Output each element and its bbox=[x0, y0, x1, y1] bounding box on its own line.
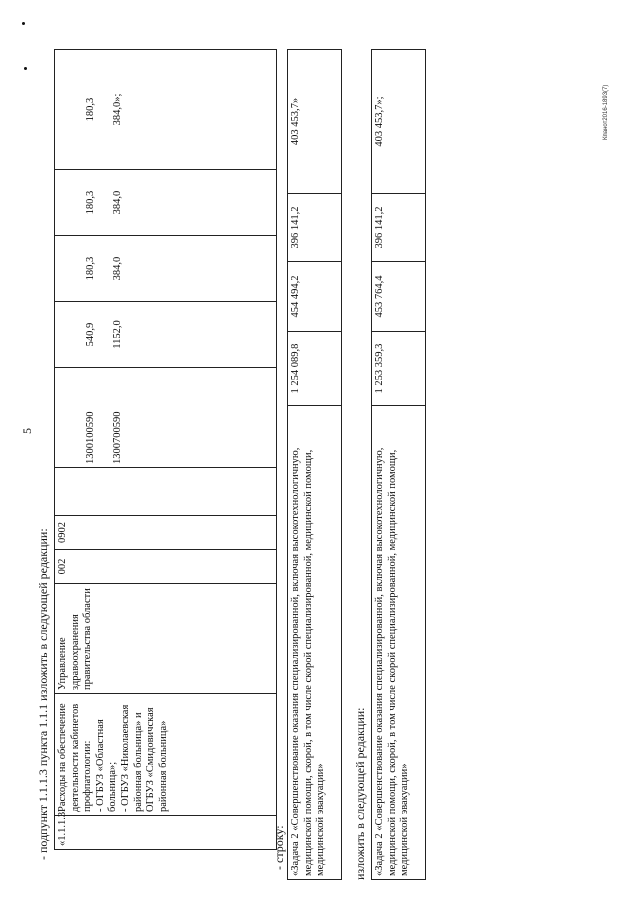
year1-value-2: 384,0 bbox=[111, 256, 123, 281]
year3-value-1: 180,3 bbox=[85, 97, 96, 122]
row-csr bbox=[55, 368, 277, 468]
total-value-1: 540,9 bbox=[85, 322, 96, 347]
task-old-year2: 396 141,2 bbox=[288, 194, 342, 262]
scan-dot bbox=[22, 22, 25, 25]
task-new-text: «Задача 2 «Совершенствование оказания специализированной, включая высокотехнологичную, медицинской помощи, скорой, в том числе скорой специализированной, медицинской помощи, медицинской эвакуации» bbox=[372, 406, 426, 880]
rotated-page bbox=[20, 40, 600, 880]
row-total bbox=[55, 302, 277, 368]
amendment-heading: - подпункт 1.1.1.3 пункта 1.1.1 изложить в следующей редакции: bbox=[36, 528, 50, 860]
row-year3 bbox=[55, 50, 277, 170]
subitem-table bbox=[54, 49, 277, 850]
label-new: изложить в следующей редакции: bbox=[353, 707, 367, 880]
row-code: «1.1.1.3 bbox=[55, 816, 277, 850]
task-old-table bbox=[287, 49, 342, 880]
task-old-total: 1 254 089,8 bbox=[288, 332, 342, 406]
csr-value-2: 1300700590 bbox=[111, 411, 123, 464]
task-new-year3: 403 453,7»; bbox=[372, 50, 426, 194]
task-new-year1: 453 764,4 bbox=[372, 262, 426, 332]
row-name: Расходы на обеспечение деятельности кабинетов профпатологии: - ОГБУЗ «Областная больница»; - ОГБУЗ «Николаевская районная больница» и ОГБУЗ «Смидовичская районная больница» bbox=[55, 694, 277, 816]
task-old-year1: 454 494,2 bbox=[288, 262, 342, 332]
row-executor: Управление здравоохранения правительства области bbox=[55, 584, 277, 694]
task-new-table bbox=[371, 49, 426, 880]
label-row: - строку: bbox=[272, 825, 286, 870]
task-new-total: 1 253 359,3 bbox=[372, 332, 426, 406]
year2-value-2: 384,0 bbox=[111, 190, 123, 215]
total-value-2: 1152,0 bbox=[111, 320, 123, 349]
page-number: 5 bbox=[20, 428, 34, 434]
document-stamp: Кпанот2016-1893(7) bbox=[603, 84, 609, 140]
row-year1 bbox=[55, 236, 277, 302]
year2-value-1: 180,3 bbox=[85, 190, 96, 215]
row-grbs: 002 bbox=[55, 550, 277, 584]
task-new-year2: 396 141,2 bbox=[372, 194, 426, 262]
row-vr bbox=[55, 468, 277, 516]
csr-value-1: 1300100590 bbox=[85, 411, 96, 464]
year1-value-1: 180,3 bbox=[85, 256, 96, 281]
task-old-year3: 403 453,7» bbox=[288, 50, 342, 194]
task-old-text: «Задача 2 «Совершенствование оказания специализированной, включая высокотехнологичную, медицинской помощи, скорой, в том числе скорой специализированной, медицинской помощи, медицинской эвакуации» bbox=[288, 406, 342, 880]
row-year2 bbox=[55, 170, 277, 236]
year3-value-2: 384,0»; bbox=[111, 93, 123, 126]
row-rzpr: 0902 bbox=[55, 516, 277, 550]
